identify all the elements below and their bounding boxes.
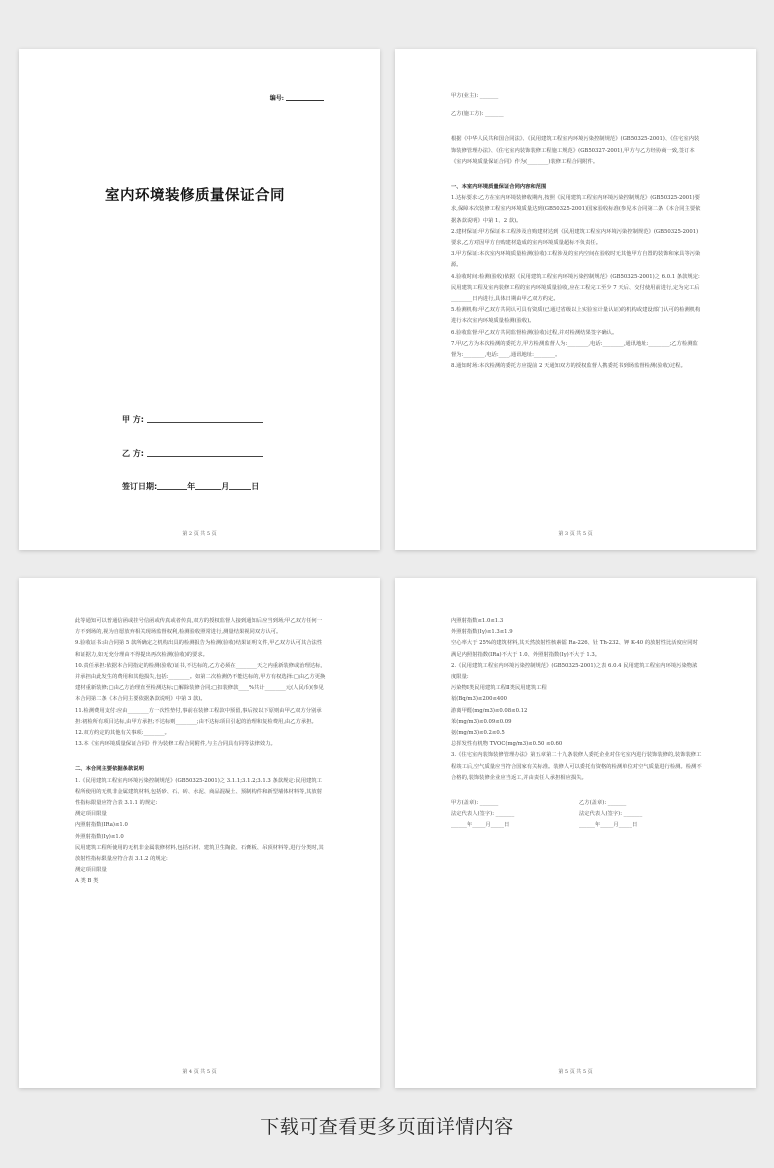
- paragraph: 5.检测机构:甲乙双方共同认可具有资质(已通过省级以上实验室计量认证)的机构或建设部门认可的检测机构进行本次室内环境质量检测(验收)。: [451, 307, 701, 325]
- page-5-body: [451, 616, 702, 832]
- paragraph: 7.甲/乙方为本次检测的委托方,甲方检测监督人为:________,电话:________,通讯地址:________;乙方检测监督为:________,电话:____,通讯地址:________。: [451, 340, 698, 359]
- page-5: [395, 578, 756, 1088]
- paragraph: 甲方(业主): _______: [451, 93, 499, 99]
- contract-number-label: 编号:: [269, 95, 284, 102]
- page-4-body: [75, 616, 326, 888]
- page-4: [19, 578, 380, 1088]
- paragraph: 测定项目限量: [75, 867, 107, 874]
- paragraph: 6.验收监督:甲乙双方共同监督检测(验收)过程,并对检测结果签字确认。: [451, 329, 618, 336]
- paragraph: 2.《民用建筑工程室内环境污染控制规范》(GB50325-2001)之表 6.0.4 民用建筑工程室内环境污染物浓度限量:: [451, 662, 698, 681]
- download-caption: 下载可查看更多页面详情内容: [260, 1116, 514, 1138]
- party-b-field: [122, 448, 263, 459]
- year-blank: [157, 489, 187, 490]
- paragraph: 根据《中华人民共和国合同法》、《民用建筑工程室内环境污染控制规范》(GB50325-2001)、《住宅室内装饰装修管理办法》、《住宅室内装饰装修工程施工规范》(GB50327-2001),甲方与乙方经协商一致,签订本《室内环境质量保证合同》作为(________)装修工程合同附件。: [451, 136, 700, 165]
- paragraph: 游离甲醛(mg/m3)≤0.08≤0.12: [451, 707, 528, 714]
- contract-number-blank: [286, 100, 324, 101]
- day-label: 日: [251, 482, 260, 491]
- signature-party-a: [451, 798, 579, 832]
- paragraph: 3.甲方保证:本次室内环境质量检测(验收)工程涉及的室内空间在验收时无其他甲方自置的装饰和家具等污染源。: [451, 251, 701, 269]
- party-b-label: 乙 方:: [122, 449, 144, 458]
- sign-date-field: [122, 481, 259, 492]
- paragraph: 民用建筑工程所使用的无机非金属装修材料,包括石材、建筑卫生陶瓷、石膏板、吊顶材料等,进行分类时,其放射性指标限量应符合表 3.1.2 的规定:: [75, 844, 324, 863]
- paragraph: 11.检测费用支付:应由________方一次性垫付,事前在装修工程款中预留,事后按以下原则由甲乙双方分别承担:初检所有项目达标,由甲方承担;不达标则________;由不达标项目引起的治理和复检费用,由乙方承担。: [75, 707, 322, 725]
- sign-date-label: 签订日期:: [122, 482, 158, 491]
- page-footer: 第 2 页 共 5 页: [182, 531, 217, 537]
- signature-party-b: [579, 798, 702, 832]
- paragraph: 13.本《室内环境质量保证合同》作为装修工程合同附件,与主合同具有同等法律效力。: [75, 741, 276, 748]
- signature-line: ______年_____月_____日: [579, 822, 638, 829]
- signature-block: [451, 798, 702, 832]
- party-b-blank: [147, 456, 263, 457]
- paragraph: 12.双方约定的其他有关事项:________。: [75, 730, 170, 737]
- paragraph: 内照射指数≤1.0≤1.3: [451, 618, 504, 624]
- page-footer: 第 5 页 共 5 页: [558, 1069, 593, 1075]
- signature-line: ______年_____月_____日: [451, 822, 510, 829]
- contract-number-field: [270, 93, 324, 102]
- party-a-label: 甲 方:: [122, 415, 144, 424]
- paragraph: A 类 B 类: [75, 878, 99, 885]
- paragraph: 10.责任承担:依据本合同指定的检测(验收)证书,不达标的,乙方必须在________天之内重新装修或治理达标,并承担由此发生的费用和其他损失,包括:________。如第二次检测仍不能达标的,甲方有权选择:□由乙方更换建材重新装修;□由乙方治理直至检测达标;□解除装修合同;□扣装修款____%共计________元(人民币)(参见本合同第二条《本合同主要依据条款说明》中第 3 款)。: [75, 662, 326, 703]
- paragraph: 4.验收时间:检测(验收)依据《民用建筑工程室内环境污染控制规范》(GB50325-2001)之 6.0.1 条款规定:民用建筑工程及室内装修工程的室内环境质量验收,应在工程完工至少 7 天后、交付使用前进行,定为完工后________日内进行,具体日期由甲乙双方约定。: [451, 273, 700, 303]
- party-a-field: [122, 414, 263, 425]
- day-blank: [229, 489, 251, 490]
- paragraph: 3.《住宅室内装饰装修管理办法》第五章第二十九条装修人委托企业对住宅室内进行装饰装修的,装饰装修工程竣工后,空气质量应当符合国家有关标准。装修人可以委托有资格的检测单位对空气质量进行检测。检测不合格的,装饰装修企业应当返工,并由责任人承担相应损失。: [451, 752, 702, 781]
- signature-line: 乙方(盖章): _______: [579, 800, 627, 807]
- paragraph: 9.验收证书:由合同第 5 款所确定之机构出具的检测报告为检测(验收)结果证明文件,甲乙双方认可其合法性和证据力,如无充分理由不得提出再次检测(验收)的要求。: [75, 640, 323, 658]
- page-3: [395, 49, 756, 550]
- paragraph: 氡(Bq/m3)≤200≤400: [451, 696, 507, 703]
- paragraph: 8.通知时场:本次检测的委托方应提前 2 天通知双方的授权监督人携委托书到场监督检测(验收)过程。: [451, 363, 686, 370]
- page-cover: [19, 49, 380, 550]
- party-a-blank: [147, 422, 263, 423]
- paragraph: 1.《民用建筑工程室内环境污染控制规范》(GB50325-2001)之 3.1.1;3.1.2;3.1.3 条款规定:民用建筑工程所使用的无机非金属建筑材料,包括砂、石、砖、水泥、商品混凝土、预制构件和新型墙体材料等,其放射性指标限量应符合表 3.1.1 的规定:: [75, 777, 323, 807]
- paragraph: 此等通知可以普通信函或挂号信函或传真或者传真,双方的授权监督人接到通知后应当到场;甲乙双方任何一方不到场的,视为自愿放弃相关现场监督权利,检测验收照常进行,测量结果视同双方认可。: [75, 618, 323, 636]
- paragraph: 总挥发性有机物 TVOC(mg/m3)≤0.50 ≤0.60: [451, 741, 563, 748]
- paragraph: 苯(mg/m3)≤0.09≤0.09: [451, 718, 512, 725]
- paragraph: 内照射指数(IRa)≤1.0: [75, 822, 128, 829]
- page-footer: 第 3 页 共 5 页: [558, 531, 593, 537]
- page-footer: 第 4 页 共 5 页: [182, 1069, 217, 1075]
- contract-title: 室内环境装修质量保证合同: [105, 188, 285, 204]
- signature-line: 法定代表人(签字): _______: [579, 811, 643, 818]
- month-blank: [195, 489, 221, 490]
- month-label: 月: [221, 482, 230, 491]
- paragraph: 外照射指数(Iγ)≤1.3≤1.9: [451, 629, 513, 636]
- section-heading: 一、本室内环境质量保证合同内容和范围: [451, 184, 547, 191]
- paragraph: 氨(mg/m3)≤0.2≤0.5: [451, 730, 505, 737]
- paragraph: 1.达标要求:乙方在室内环境装修收期内,按照《民用建筑工程室内环境污染控制规范》(GB50325-2001)要求,保障本次装修工程室内环境质量达到(GB50325-2001)国家验收标准(参见本合同第二条《本合同主要依据条款说明》中第 1、2 款)。: [451, 195, 701, 224]
- paragraph: 2.建材保证:甲方保证本工程涉及自购建材达到《民用建筑工程室内环境污染控制规范》(GB50325-2001)要求,乙方对因甲方自购建材造成的室内环境质量超标不负责任。: [451, 228, 699, 247]
- paragraph: 外照射指数(Iγ)≤1.0: [75, 833, 124, 840]
- paragraph: 测定项目限量: [75, 811, 107, 818]
- signature-line: 甲方(盖章): _______: [451, 800, 499, 807]
- section-heading: 二、本合同主要依据条款说明: [75, 766, 144, 773]
- year-label: 年: [187, 482, 196, 491]
- paragraph: 乙方(施工方): _______: [451, 111, 504, 118]
- signature-line: 法定代表人(签字): _______: [451, 811, 515, 818]
- paragraph: 空心率大于 25%的建筑材料,其天然放射性核素镭 Ra-226、钍 Th-232、钾 K-40 的放射性比活度应同时满足内照射指数(IRa)不大于 1.0、外照射指数(Iγ)不大于 1.3。: [451, 640, 698, 658]
- paragraph: 污染物Ⅰ类民用建筑工程Ⅱ类民用建筑工程: [451, 685, 547, 692]
- page-3-body: [451, 91, 702, 372]
